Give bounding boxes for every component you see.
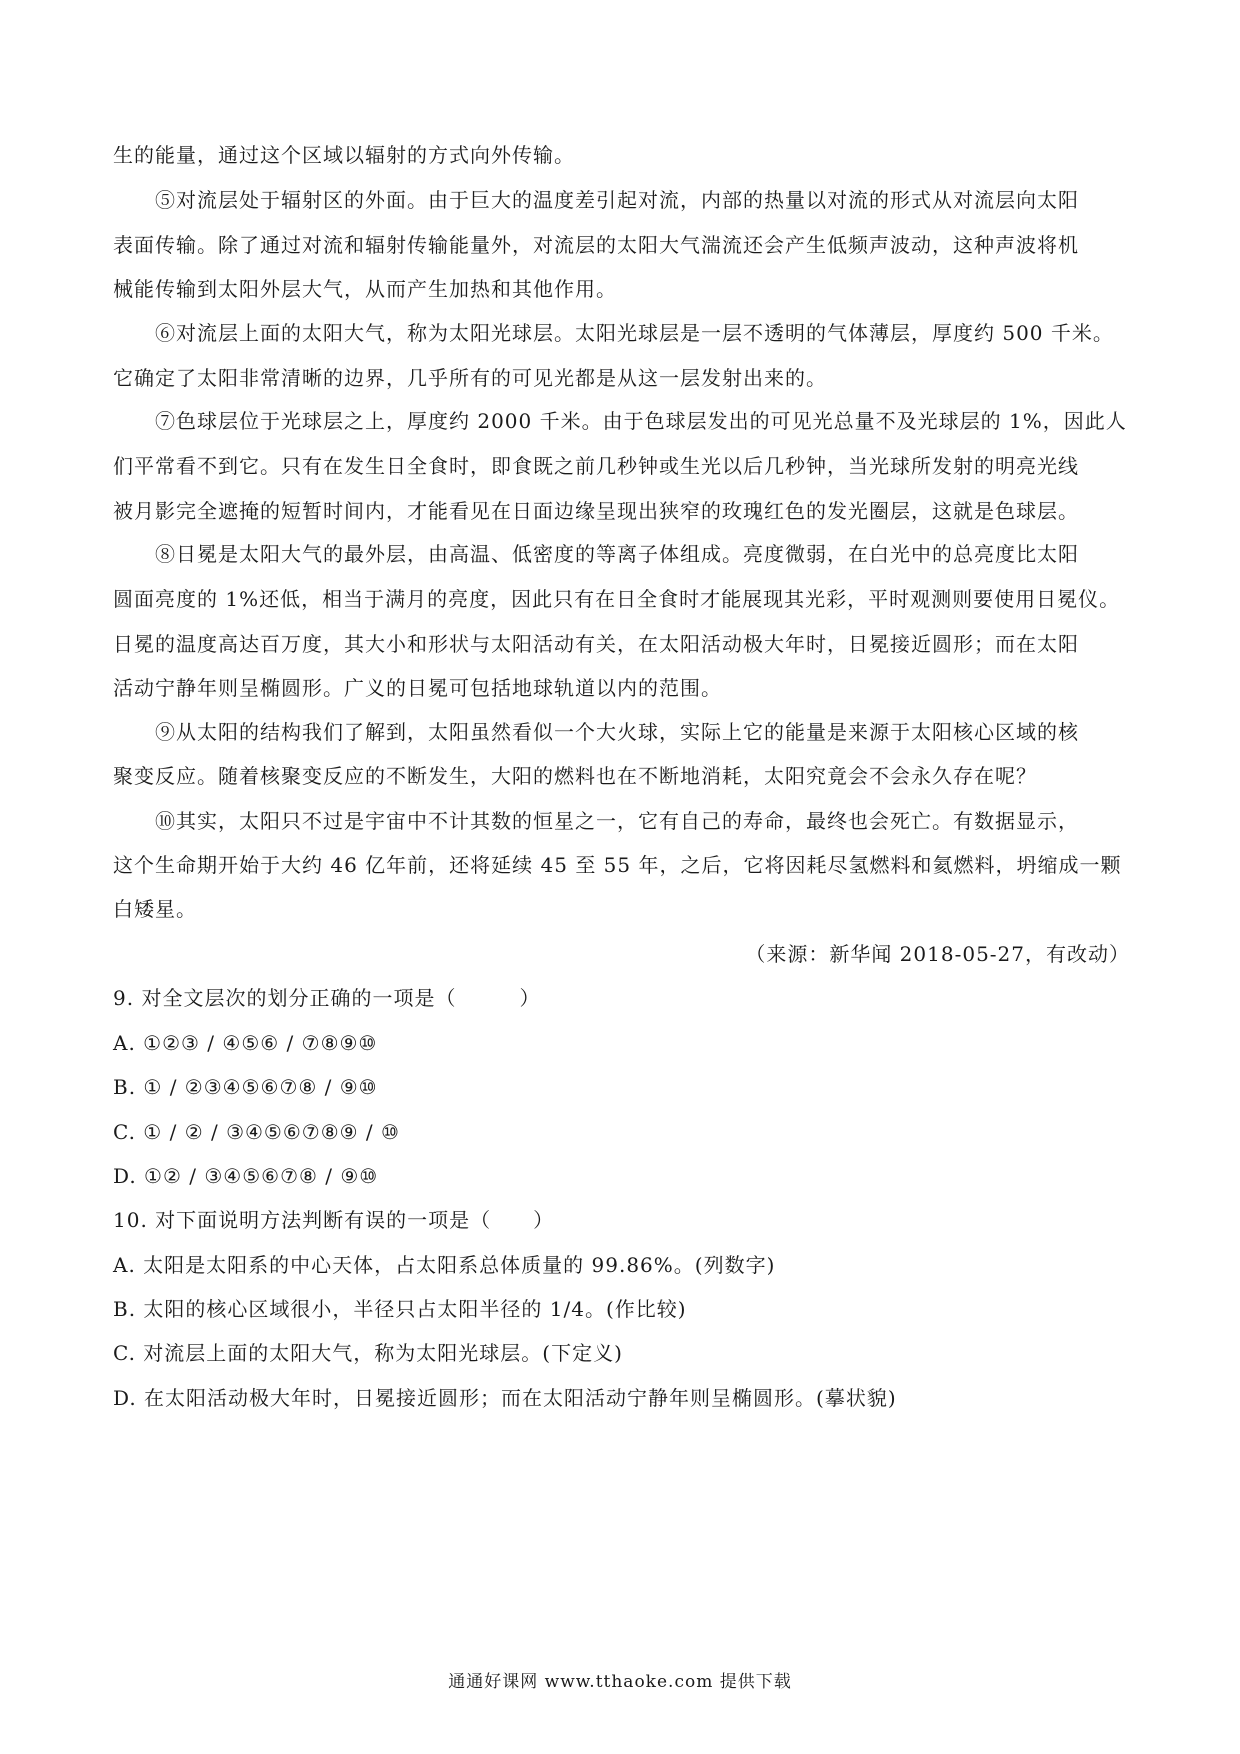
paragraph-5-line: 械能传输到太阳外层大气，从而产生加热和其他作用。: [113, 277, 617, 301]
question-9-option-d: D. ①② / ③④⑤⑥⑦⑧ / ⑨⑩: [113, 1164, 379, 1188]
question-9-option-b: B. ① / ②③④⑤⑥⑦⑧ / ⑨⑩: [113, 1075, 378, 1099]
paragraph-5-line: 表面传输。除了通过对流和辐射传输能量外，对流层的太阳大气湍流还会产生低频声波动，这种声波将机: [113, 233, 1079, 257]
question-9-option-c: C. ① / ② / ③④⑤⑥⑦⑧⑨ / ⑩: [113, 1120, 400, 1144]
question-9-option-a: A. ①②③ / ④⑤⑥ / ⑦⑧⑨⑩: [113, 1031, 378, 1055]
question-10-option-a: A. 太阳是太阳系的中心天体，占太阳系总体质量的 99.86%。(列数字): [113, 1253, 776, 1277]
paragraph-7-line: 们平常看不到它。只有在发生日全食时，即食既之前几秒钟或生光以后几秒钟，当光球所发射的明亮光线: [113, 454, 1079, 478]
paragraph-5-line: ⑤对流层处于辐射区的外面。由于巨大的温度差引起对流，内部的热量以对流的形式从对流层向太阳: [155, 188, 1079, 212]
paragraph-9-line: ⑨从太阳的结构我们了解到，太阳虽然看似一个大火球，实际上它的能量是来源于太阳核心区域的核: [155, 720, 1079, 744]
paragraph-10-line: 白矮星。: [113, 897, 197, 921]
question-10-stem: 10. 对下面说明方法判断有误的一项是（ ）: [113, 1208, 555, 1232]
question-9-stem: 9. 对全文层次的划分正确的一项是（ ）: [113, 986, 541, 1010]
question-10-option-b: B. 太阳的核心区域很小，半径只占太阳半径的 1/4。(作比较): [113, 1297, 687, 1321]
paragraph-8-line: 活动宁静年则呈椭圆形。广义的日冕可包括地球轨道以内的范围。: [113, 676, 722, 700]
paragraph-10-line: 这个生命期开始于大约 46 亿年前，还将延续 45 至 55 年，之后，它将因耗尽氢燃料和氦燃料，坍缩成一颗: [113, 853, 1122, 877]
paragraph-9-line: 聚变反应。随着核聚变反应的不断发生，大阳的燃料也在不断地消耗，太阳究竟会不会永久存在呢？: [113, 764, 1037, 788]
paragraph-8-line: 日冕的温度高达百万度，其大小和形状与太阳活动有关，在太阳活动极大年时，日冕接近圆形；而在太阳: [113, 632, 1079, 656]
paragraph-8-line: ⑧日冕是太阳大气的最外层，由高温、低密度的等离子体组成。亮度微弱，在白光中的总亮度比太阳: [155, 542, 1079, 566]
question-10-option-d: D. 在太阳活动极大年时，日冕接近圆形；而在太阳活动宁静年则呈椭圆形。(摹状貌): [113, 1386, 897, 1410]
passage-line: 生的能量，通过这个区域以辐射的方式向外传输。: [113, 143, 575, 167]
paragraph-6-line: ⑥对流层上面的太阳大气，称为太阳光球层。太阳光球层是一层不透明的气体薄层，厚度约 500 千米。: [155, 321, 1114, 345]
question-10-option-c: C. 对流层上面的太阳大气，称为太阳光球层。(下定义): [113, 1341, 623, 1365]
paragraph-7-line: 被月影完全遮掩的短暂时间内，才能看见在日面边缘呈现出狭窄的玫瑰红色的发光圈层，这就是色球层。: [113, 499, 1079, 523]
paragraph-7-line: ⑦色球层位于光球层之上，厚度约 2000 千米。由于色球层发出的可见光总量不及光球层的 1%，因此人: [155, 409, 1127, 433]
paragraph-8-line: 圆面亮度的 1%还低，相当于满月的亮度，因此只有在日全食时才能展现其光彩，平时观测则要使用日冕仪。: [113, 587, 1121, 611]
source-citation: （来源：新华闻 2018-05-27，有改动）: [745, 942, 1130, 966]
paragraph-10-line: ⑩其实，太阳只不过是宇宙中不计其数的恒星之一，它有自己的寿命，最终也会死亡。有数据显示，: [155, 809, 1079, 833]
page-footer: 通通好课网 www.tthaoke.com 提供下载: [448, 1672, 792, 1692]
paragraph-6-line: 它确定了太阳非常清晰的边界，几乎所有的可见光都是从这一层发射出来的。: [113, 366, 827, 390]
